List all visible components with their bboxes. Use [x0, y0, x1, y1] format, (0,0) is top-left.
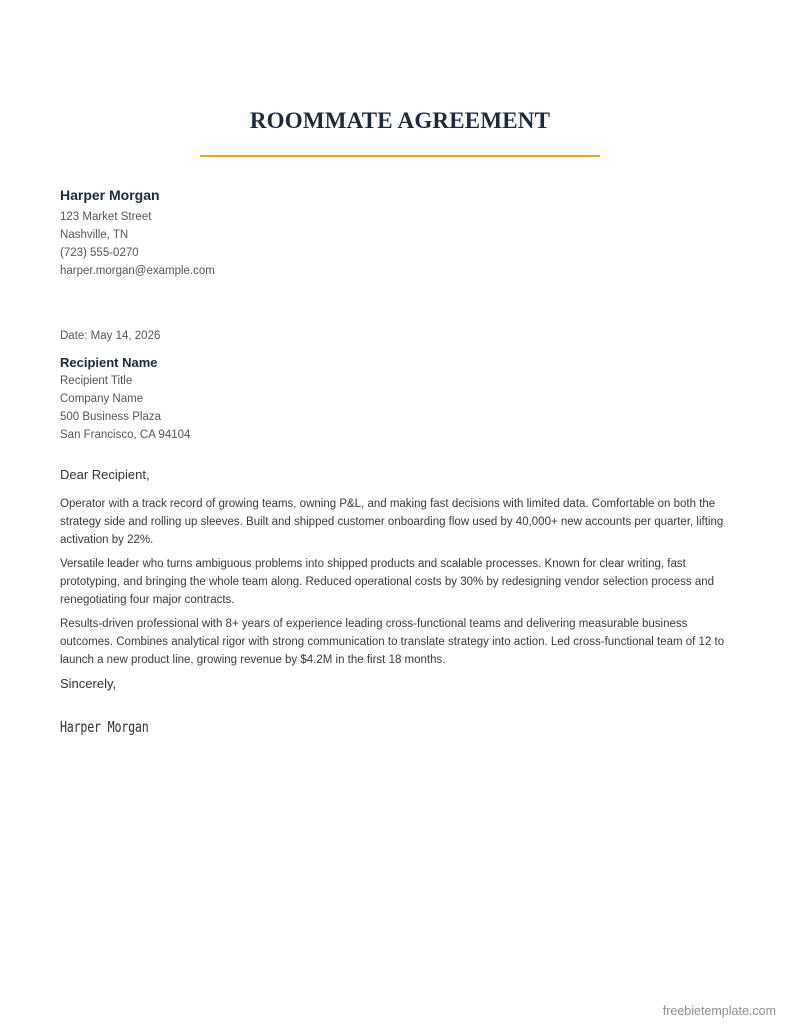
sender-name: Harper Morgan: [60, 187, 160, 203]
sender-city: Nashville, TN: [60, 229, 129, 241]
recipient-city: San Francisco, CA 94104: [60, 429, 191, 441]
signature: Harper Morgan: [60, 718, 149, 736]
title-divider: [200, 155, 600, 157]
recipient-company: Company Name: [60, 393, 144, 405]
recipient-address: 500 Business Plaza: [60, 411, 162, 423]
sender-address: 123 Market Street: [60, 211, 152, 223]
closing: Sincerely,: [60, 676, 117, 691]
letter-date: Date: May 14, 2026: [60, 330, 161, 342]
body-paragraph-3: Results-driven professional with 8+ years of experience leading cross-functional teams and delivering measurable business outcomes. Combines analytical rigor with strong communication to translate strategy into action. Led cross-functional team of 12 to launch a new product line, growing revenue by $4.2M in the first 18 months.: [60, 618, 725, 666]
sender-phone: (723) 555-0270: [60, 247, 139, 259]
recipient-block: [60, 354, 740, 444]
letter-body: [60, 495, 742, 675]
footer-watermark: freebietemplate.com: [662, 1004, 776, 1018]
salutation: Dear Recipient,: [60, 467, 150, 482]
recipient-name: Recipient Name: [60, 355, 158, 370]
document-title: ROOMMATE AGREEMENT: [249, 108, 551, 133]
body-paragraph-2: Versatile leader who turns ambiguous problems into shipped products and scalable processes. Known for clear writing, fast prototyping, and bringing the whole team along. Reduced operational costs by 30% by redesigning vendor selection process and renegotiating four major contracts.: [60, 558, 715, 606]
sender-email: harper.morgan@example.com: [60, 265, 215, 277]
body-paragraph-1: Operator with a track record of growing teams, owning P&L, and making fast decisions with limited data. Comfortable on both the strategy side and rolling up sleeves. Built and shipped customer onboarding flow used by 40,000+ new accounts per quarter, lifting activation by 22%.: [60, 498, 724, 546]
sender-block: [60, 186, 740, 280]
recipient-title: Recipient Title: [60, 375, 133, 387]
